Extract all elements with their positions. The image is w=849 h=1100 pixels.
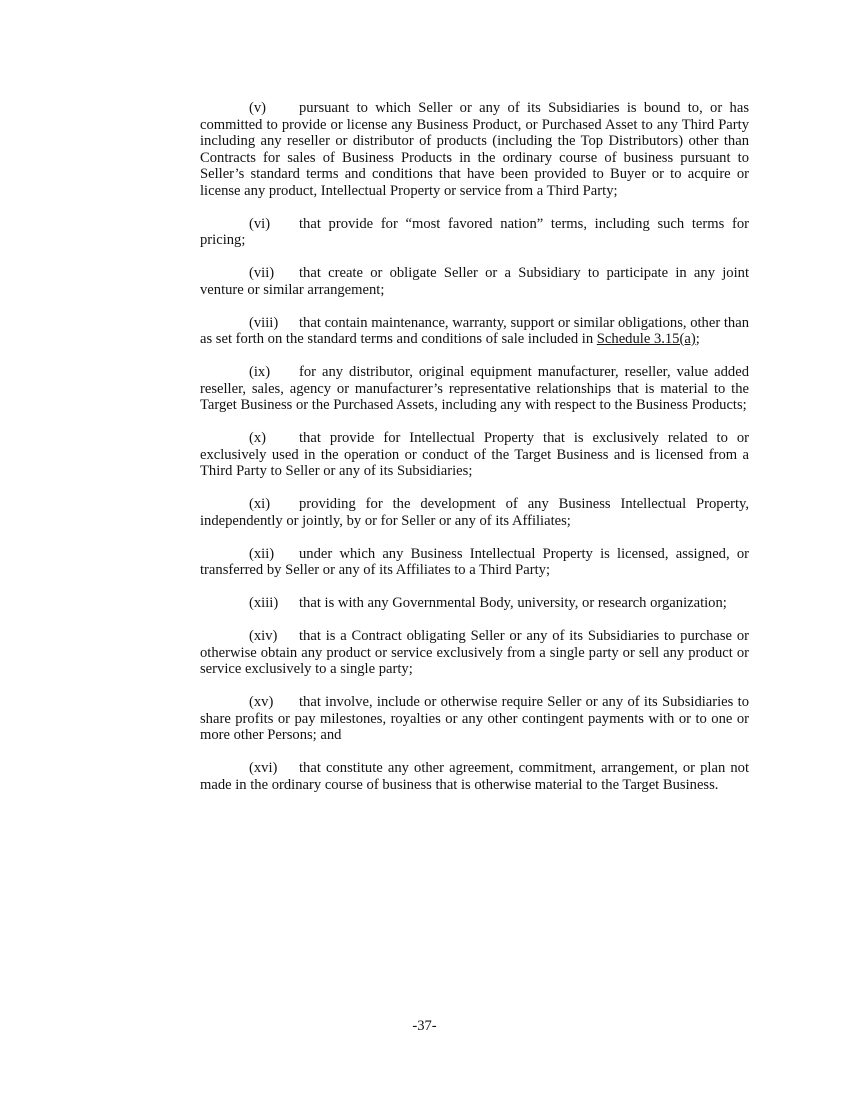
clause-number: (ix) bbox=[249, 364, 271, 380]
clause-text: providing for the development of any Business Intellectual Property, independently or jointly, by or for Seller or any of its Affiliates; bbox=[200, 496, 749, 529]
clause-text: that constitute any other agreement, commitment, arrangement, or plan not made in the ordinary course of business that is otherwise material to the Target Business. bbox=[200, 760, 749, 793]
clause-number: (xii) bbox=[249, 545, 275, 562]
clause-text-tail: ; bbox=[695, 331, 700, 347]
clause-v bbox=[200, 100, 749, 199]
clause-number: (xiii) bbox=[249, 595, 279, 611]
clause-vii bbox=[200, 265, 749, 298]
clause-text: that is with any Governmental Body, university, or research organization; bbox=[299, 595, 727, 611]
page-number: -37- bbox=[412, 1018, 437, 1034]
clause-ix bbox=[200, 364, 749, 414]
clause-number: (v) bbox=[249, 100, 267, 116]
clause-text: that is a Contract obligating Seller or any of its Subsidiaries to purchase or otherwise obtain any product or service exclusively from a single party or sell any product or service exclusively to a single party; bbox=[200, 628, 749, 677]
clause-xiii bbox=[200, 595, 749, 612]
clause-xiv bbox=[200, 628, 749, 678]
document-body bbox=[200, 100, 749, 810]
clause-number: (xiv) bbox=[249, 628, 278, 644]
clause-number: (xi) bbox=[249, 496, 271, 512]
clause-xii bbox=[200, 546, 749, 579]
clause-xvi bbox=[200, 760, 749, 793]
clause-number: (viii) bbox=[249, 314, 279, 331]
clause-text: that involve, include or otherwise require Seller or any of its Subsidiaries to share profits or pay milestones, royalties or any other contingent payments with or to one or more other Persons; and bbox=[200, 694, 749, 743]
clause-viii bbox=[200, 315, 749, 348]
clause-text: under which any Business Intellectual Property is licensed, assigned, or transferred by Seller or any of its Affiliates to a Third Party; bbox=[200, 545, 749, 578]
clause-number: (vii) bbox=[249, 265, 275, 281]
clause-text: that provide for “most favored nation” terms, including such terms for pricing; bbox=[200, 215, 749, 248]
clause-vi bbox=[200, 216, 749, 249]
clause-x bbox=[200, 430, 749, 480]
clause-number: (xv) bbox=[249, 694, 274, 710]
clause-text: that contain maintenance, warranty, support or similar obligations, other than as set forth on the standard terms and conditions of sale included in bbox=[200, 314, 749, 347]
clause-text: pursuant to which Seller or any of its Subsidiaries is bound to, or has committed to provide or license any Business Product, or Purchased Asset to any Third Party including any reseller or distributor of products (including the Top Distributors) other than Contracts for sales of Business Products in the ordinary course of business pursuant to Seller’s standard terms and conditions that have been provided to Buyer or to acquire or license any product, Intellectual Property or service from a Third Party; bbox=[200, 100, 749, 199]
clause-number: (x) bbox=[249, 430, 267, 446]
clause-text: that create or obligate Seller or a Subsidiary to participate in any joint venture or similar arrangement; bbox=[200, 265, 749, 298]
clause-xv bbox=[200, 694, 749, 744]
clause-number: (xvi) bbox=[249, 760, 278, 776]
clause-number: (vi) bbox=[249, 215, 271, 232]
clause-text: for any distributor, original equipment manufacturer, reseller, value added reseller, sales, agency or manufacturer’s representative relationships that is material to the Target Business or the Purchased Assets, including any with respect to the Business Products; bbox=[200, 364, 749, 413]
clause-text: that provide for Intellectual Property that is exclusively related to or exclusively used in the operation or conduct of the Target Business and is licensed from a Third Party to Seller or any of its Subsidiaries; bbox=[200, 430, 749, 479]
clause-xi bbox=[200, 496, 749, 529]
schedule-reference-link[interactable]: Schedule 3.15(a) bbox=[596, 331, 696, 347]
